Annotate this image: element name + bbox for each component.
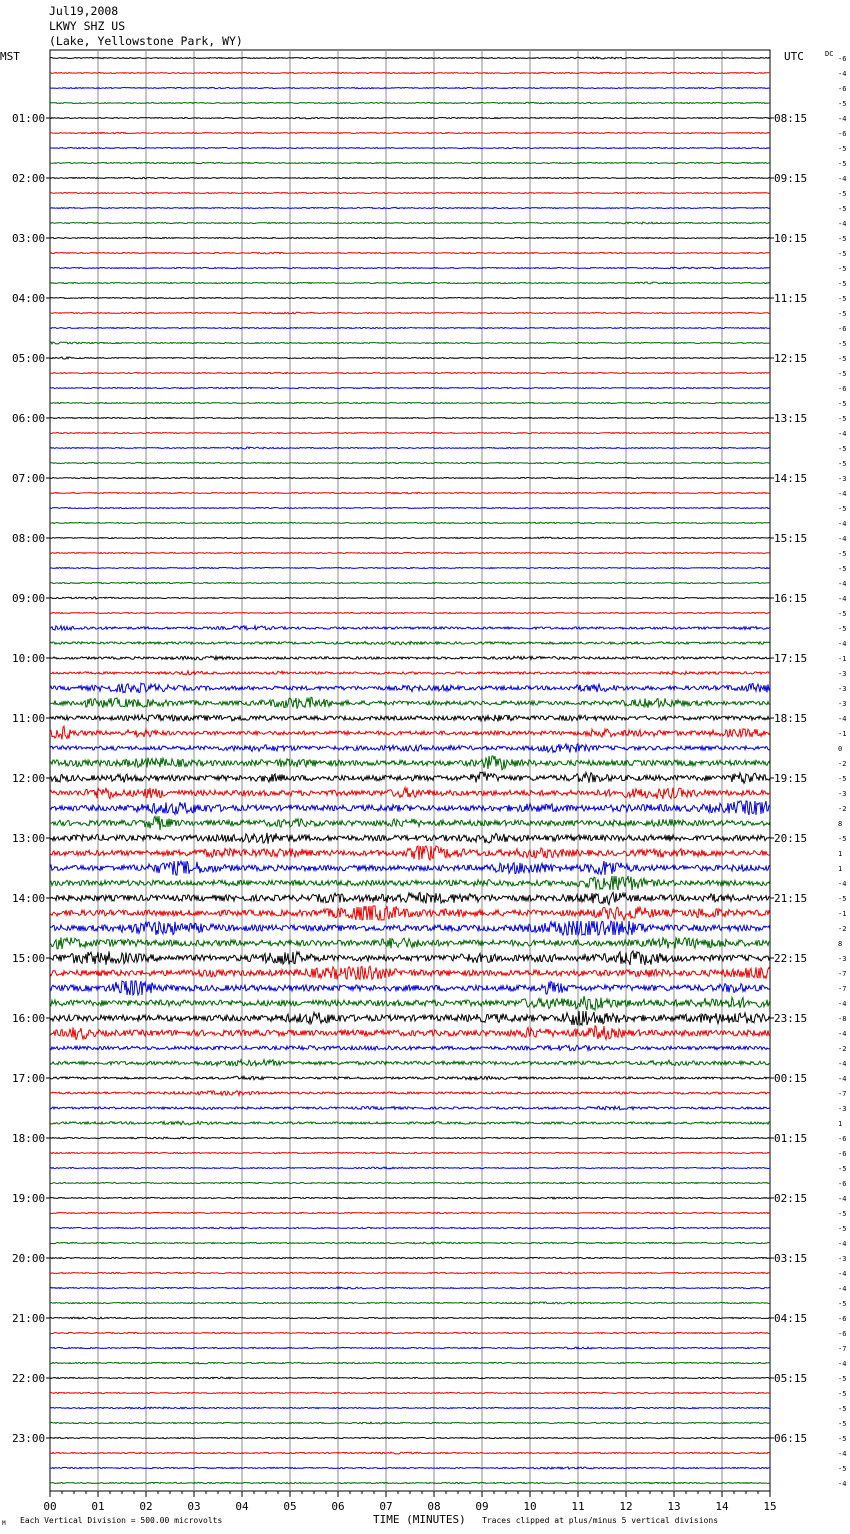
utc-hour-label: 23:15 [774,1012,808,1025]
seismic-trace [50,756,770,770]
seismic-trace [50,892,770,904]
mst-hour-label: 07:00 [12,472,46,485]
seismic-trace [50,522,770,523]
utc-hour-label: 01:15 [774,1132,808,1145]
seismic-trace [50,582,770,584]
seismic-trace [50,87,770,88]
dc-offset-label: -5 [838,625,847,633]
x-tick-label: 08 [427,1500,441,1513]
seismic-trace [50,697,770,709]
seismic-trace [50,1167,770,1169]
x-tick-label: 09 [475,1500,489,1513]
dc-offset-label: -5 [838,340,847,348]
utc-hour-label: 20:15 [774,832,808,845]
seismic-trace [50,177,770,179]
seismic-trace [50,966,770,979]
dc-offset-label: -6 [838,325,847,333]
seismic-trace [50,117,770,118]
seismic-trace [50,1392,770,1393]
dc-offset-label: 1 [838,850,843,858]
dc-offset-label: -6 [838,85,847,93]
dc-offset-label: -4 [838,880,847,888]
seismic-trace [50,816,770,830]
seismic-trace [50,1332,770,1333]
mst-hour-label: 12:00 [12,772,46,785]
seismic-trace [50,833,770,844]
dc-offset-label: -5 [838,1225,847,1233]
seismic-trace [50,846,770,860]
dc-offset-label: -5 [838,400,847,408]
seismic-trace [50,222,770,224]
seismic-trace [50,342,770,344]
x-tick-label: 14 [715,1500,729,1513]
seismic-trace [50,252,770,254]
seismic-trace [50,237,770,238]
seismic-trace [50,1045,770,1051]
mst-hour-label: 08:00 [12,532,46,545]
dc-offset-label: -3 [838,685,847,693]
dc-offset-label: -1 [838,655,847,663]
dc-offset-label: -6 [838,1180,847,1188]
seismic-trace [50,1106,770,1110]
dc-label: DC [825,50,834,58]
dc-offset-label: -5 [838,1405,847,1413]
dc-offset-label: -5 [838,145,847,153]
dc-offset-label: -4 [838,1000,847,1008]
seismic-trace [50,162,770,163]
dc-offset-label: -5 [838,445,847,453]
seismic-trace [50,626,770,630]
utc-hour-label: 03:15 [774,1252,808,1265]
dc-offset-label: -6 [838,1315,847,1323]
seismic-trace [50,477,770,478]
seismic-trace [50,1437,770,1438]
dc-offset-label: -3 [838,1105,847,1113]
seismic-trace [50,937,770,949]
dc-offset-label: -5 [838,250,847,258]
seismic-trace [50,641,770,644]
dc-offset-label: -3 [838,790,847,798]
mst-hour-label: 11:00 [12,712,46,725]
dc-offset-label: -4 [838,70,847,78]
seismic-trace [50,192,770,193]
seismic-trace [50,267,770,269]
mst-hour-label: 16:00 [12,1012,46,1025]
dc-offset-label: -1 [838,910,847,918]
x-tick-label: 06 [331,1500,345,1513]
clip-note: Traces clipped at plus/minus 5 vertical divisions [482,1516,719,1525]
seismic-trace [50,447,770,449]
dc-offset-label: -4 [838,1270,847,1278]
seismic-trace [50,1152,770,1153]
seismic-trace [50,1302,770,1304]
seismic-trace [50,57,770,59]
seismic-trace [50,801,770,815]
seismic-trace [50,1377,770,1379]
dc-offset-label: -4 [838,490,847,498]
dc-offset-label: -4 [838,1285,847,1293]
utc-hour-label: 02:15 [774,1192,808,1205]
dc-offset-label: -5 [838,1420,847,1428]
seismic-trace [50,1347,770,1349]
header-station: LKWY SHZ US [49,19,126,33]
dc-offset-label: -5 [838,415,847,423]
seismic-trace [50,537,770,539]
dc-offset-label: -5 [838,370,847,378]
dc-offset-label: -5 [838,550,847,558]
seismic-trace [50,1121,770,1125]
utc-hour-label: 05:15 [774,1372,808,1385]
dc-offset-label: -6 [838,1150,847,1158]
utc-hour-label: 13:15 [774,412,808,425]
dc-offset-label: -4 [838,1075,847,1083]
dc-offset-label: 0 [838,745,843,753]
label-group [12,55,846,1513]
dc-offset-label: -5 [838,1375,847,1383]
seismic-trace [50,1362,770,1364]
dc-offset-label: 1 [838,1120,843,1128]
dc-offset-label: -4 [838,1450,847,1458]
utc-hour-label: 21:15 [774,892,808,905]
mst-hour-label: 03:00 [12,232,46,245]
seismic-trace [50,1212,770,1213]
seismic-trace [50,282,770,284]
dc-offset-label: 8 [838,940,843,948]
utc-hour-label: 04:15 [774,1312,808,1325]
dc-offset-label: -5 [838,1165,847,1173]
mst-hour-label: 15:00 [12,952,46,965]
seismic-trace [50,1482,770,1483]
seismic-trace [50,683,770,692]
dc-offset-label: -7 [838,970,847,978]
dc-offset-label: -6 [838,385,847,393]
seismic-trace [50,1467,770,1469]
dc-offset-label: -5 [838,610,847,618]
dc-offset-label: -4 [838,1030,847,1038]
utc-hour-label: 11:15 [774,292,808,305]
mst-hour-label: 23:00 [12,1432,46,1445]
seismic-trace [50,1407,770,1409]
corner-mark: M [2,1520,6,1527]
seismic-trace [50,387,770,388]
dc-offset-label: -4 [838,640,847,648]
dc-offset-label: -1 [838,730,847,738]
chart-grid [50,50,770,1497]
dc-offset-label: -4 [838,115,847,123]
mst-hour-label: 19:00 [12,1192,46,1205]
dc-offset-label: -5 [838,775,847,783]
seismic-trace [50,1257,770,1258]
seismic-trace [50,1287,770,1289]
chart-frame [50,50,770,1491]
mst-hour-label: 10:00 [12,652,46,665]
header-date: Jul19,2008 [49,4,119,18]
dc-offset-label: -4 [838,595,847,603]
dc-offset-label: -7 [838,1090,847,1098]
mst-hour-label: 01:00 [12,112,46,125]
dc-offset-label: -6 [838,130,847,138]
seismic-trace [50,876,770,890]
dc-offset-label: -4 [838,220,847,228]
dc-offset-label: -5 [838,835,847,843]
seismic-trace [50,508,770,509]
seismic-trace [50,327,770,328]
dc-offset-label: -2 [838,1045,847,1053]
utc-hour-label: 14:15 [774,472,808,485]
seismic-trace [50,402,770,403]
utc-hour-label: 12:15 [774,352,808,365]
seismic-trace [50,567,770,568]
dc-offset-label: -5 [838,190,847,198]
dc-offset-label: -5 [838,160,847,168]
dc-offset-label: -5 [838,295,847,303]
dc-offset-label: -2 [838,805,847,813]
seismic-trace [50,1197,770,1199]
utc-hour-label: 08:15 [774,112,808,125]
dc-offset-label: -3 [838,670,847,678]
trace-group [50,57,770,1484]
seismic-trace [50,1242,770,1244]
utc-hour-label: 00:15 [774,1072,808,1085]
seismic-trace [50,432,770,433]
dc-offset-label: -6 [838,55,847,63]
seismic-trace [50,1227,770,1229]
dc-offset-label: -3 [838,700,847,708]
utc-hour-label: 19:15 [774,772,808,785]
utc-hour-label: 09:15 [774,172,808,185]
dc-offset-label: -8 [838,1015,847,1023]
dc-offset-label: -6 [838,1135,847,1143]
seismic-trace [50,1452,770,1454]
dc-offset-label: -5 [838,100,847,108]
seismic-trace [50,612,770,614]
dc-offset-label: -5 [838,565,847,573]
dc-offset-label: -7 [838,1345,847,1353]
seismic-trace [50,671,770,675]
dc-offset-label: -4 [838,430,847,438]
x-tick-label: 00 [43,1500,57,1513]
mst-hour-label: 13:00 [12,832,46,845]
seismic-trace [50,744,770,753]
x-tick-label: 07 [379,1500,393,1513]
mst-hour-label: 21:00 [12,1312,46,1325]
x-tick-label: 05 [283,1500,297,1513]
seismic-trace [50,772,770,783]
x-tick-label: 13 [667,1500,681,1513]
utc-hour-label: 16:15 [774,592,808,605]
seismic-trace [50,417,770,418]
seismic-trace [50,656,770,660]
seismic-trace [50,1026,770,1040]
left-axis-label: MST [0,50,20,63]
dc-offset-label: -4 [838,1195,847,1203]
seismic-trace [50,906,770,920]
seismic-trace [50,207,770,208]
dc-offset-label: -4 [838,1360,847,1368]
utc-hour-label: 17:15 [774,652,808,665]
dc-offset-label: -7 [838,985,847,993]
utc-hour-label: 06:15 [774,1432,808,1445]
seismic-trace [50,102,770,103]
seismic-trace [50,1182,770,1183]
seismic-trace [50,1011,770,1025]
mst-hour-label: 09:00 [12,592,46,605]
seismic-trace [50,372,770,373]
dc-offset-label: -5 [838,265,847,273]
x-tick-label: 01 [91,1500,105,1513]
seismic-trace [50,1076,770,1080]
dc-offset-label: -5 [838,1390,847,1398]
dc-offset-label: -4 [838,715,847,723]
seismic-trace [50,861,770,875]
seismic-trace [50,1422,770,1424]
seismic-trace [50,921,770,935]
seismic-trace [50,1060,770,1066]
dc-offset-label: -5 [838,1300,847,1308]
right-axis-label: UTC [784,50,804,63]
x-tick-label: 02 [139,1500,153,1513]
x-tick-label: 11 [571,1500,585,1513]
seismic-trace [50,462,770,463]
seismic-trace [50,492,770,494]
x-tick-label: 04 [235,1500,249,1513]
x-tick-label: 12 [619,1500,633,1513]
dc-offset-label: -5 [838,355,847,363]
seismic-trace [50,788,770,799]
seismic-trace [50,132,770,133]
scale-note: Each Vertical Division = 500.00 microvolts [20,1516,223,1525]
x-tick-label: 10 [523,1500,537,1513]
dc-offset-label: -4 [838,1240,847,1248]
seismic-trace [50,726,770,739]
x-axis-title: TIME (MINUTES) [373,1513,466,1526]
mst-hour-label: 17:00 [12,1072,46,1085]
seismic-trace [50,312,770,314]
seismic-trace [50,981,770,995]
dc-offset-label: -5 [838,280,847,288]
dc-offset-label: -5 [838,235,847,243]
dc-offset-label: -4 [838,580,847,588]
dc-offset-label: -3 [838,475,847,483]
dc-offset-label: -5 [838,310,847,318]
seismic-trace [50,1091,770,1096]
utc-hour-label: 10:15 [774,232,808,245]
dc-offset-label: -5 [838,460,847,468]
utc-hour-label: 18:15 [774,712,808,725]
x-tick-label: 15 [763,1500,777,1513]
dc-offset-label: -3 [838,1255,847,1263]
seismic-trace [50,357,770,359]
dc-offset-label: -5 [838,505,847,513]
utc-hour-label: 22:15 [774,952,808,965]
dc-offset-label: -5 [838,205,847,213]
seismic-trace [50,1317,770,1319]
seismic-trace [50,73,770,74]
dc-offset-label: 8 [838,820,843,828]
seismic-trace [50,148,770,149]
dc-offset-label: -4 [838,1480,847,1488]
mst-hour-label: 06:00 [12,412,46,425]
seismic-trace [50,951,770,965]
dc-offset-label: -4 [838,535,847,543]
mst-hour-label: 18:00 [12,1132,46,1145]
dc-offset-label: -5 [838,1465,847,1473]
utc-hour-label: 15:15 [774,532,808,545]
dc-offset-label: -4 [838,175,847,183]
seismic-trace [50,1272,770,1274]
mst-hour-label: 04:00 [12,292,46,305]
mst-hour-label: 02:00 [12,172,46,185]
dc-offset-label: -2 [838,925,847,933]
dc-offset-label: -6 [838,1330,847,1338]
mst-hour-label: 22:00 [12,1372,46,1385]
seismic-trace [50,297,770,298]
seismic-trace [50,553,770,554]
dc-offset-label: 1 [838,865,843,873]
dc-offset-label: -4 [838,1060,847,1068]
dc-offset-label: -5 [838,895,847,903]
seismic-trace [50,715,770,722]
seismic-trace [50,996,770,1010]
dc-offset-label: -3 [838,955,847,963]
mst-hour-label: 14:00 [12,892,46,905]
dc-offset-label: -5 [838,1210,847,1218]
mst-hour-label: 20:00 [12,1252,46,1265]
dc-offset-label: -5 [838,1435,847,1443]
mst-hour-label: 05:00 [12,352,46,365]
dc-offset-label: -2 [838,760,847,768]
seismic-trace [50,597,770,599]
header-location: (Lake, Yellowstone Park, WY) [49,34,243,48]
x-tick-label: 03 [187,1500,201,1513]
dc-offset-label: -4 [838,520,847,528]
seismic-trace [50,1137,770,1139]
